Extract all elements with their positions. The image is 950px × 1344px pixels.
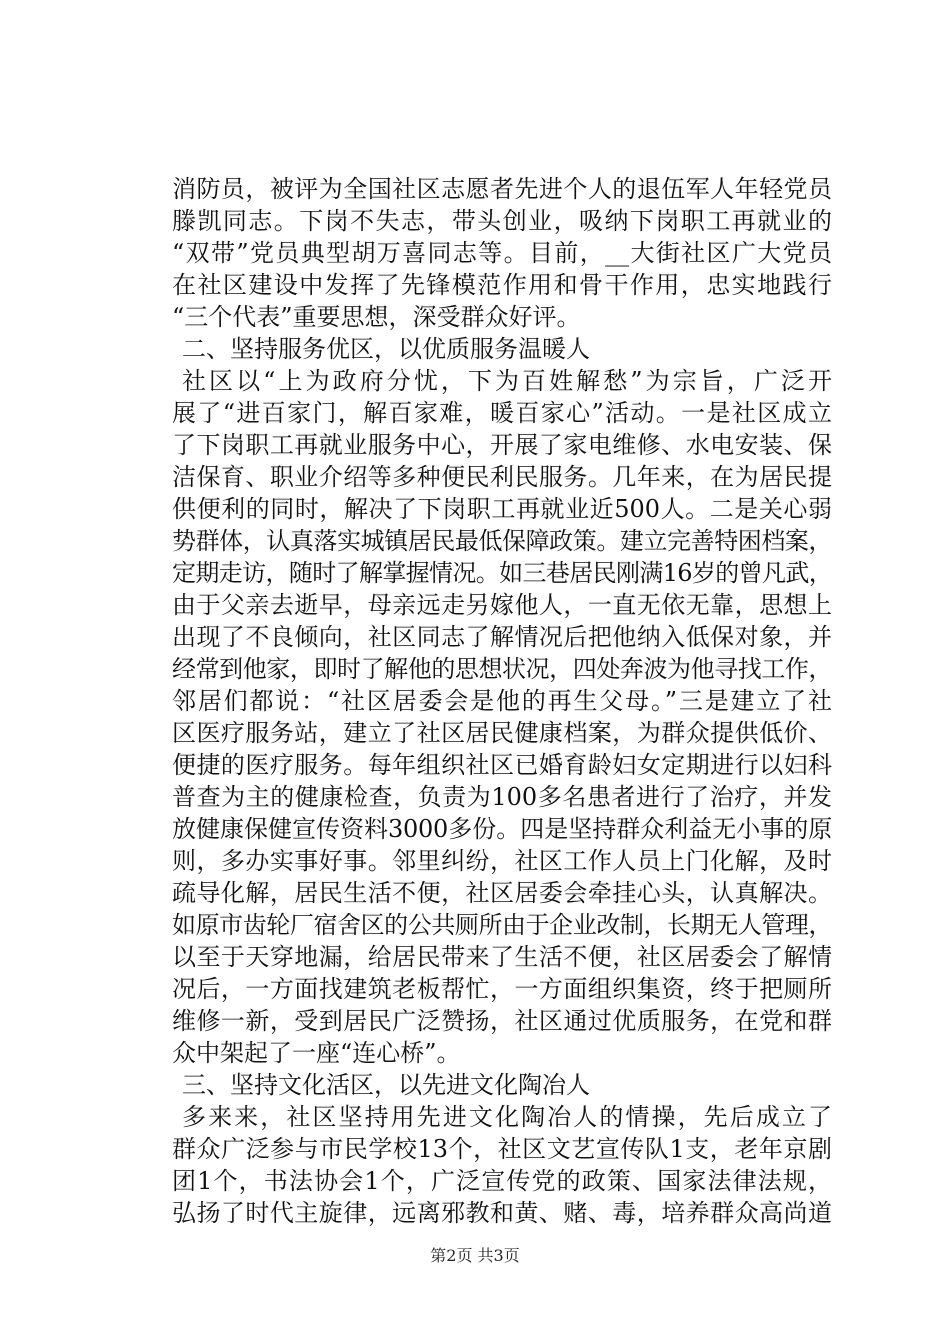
- page-footer: 第2页 共3页: [430, 1246, 520, 1265]
- text-line: 定期走访，随时了解掌握情况。如三巷居民刚满16岁的曾凡武，: [172, 559, 832, 587]
- section-heading: 三、坚持文化活区，以先进文化陶冶人: [182, 1071, 590, 1099]
- text-line: 众中架起了一座“连心桥”。: [172, 1039, 461, 1067]
- text-line: 经常到他家，即时了解他的思想状况，四处奔波为他寻找工作，: [172, 655, 832, 683]
- text-line: “双带”党员典型胡万喜同志等。目前，__大街社区广大党员: [172, 239, 832, 267]
- text-line: 团1个，书法协会1个，广泛宣传党的政策、国家法律法规，: [172, 1167, 832, 1195]
- text-line: 展了“进百家门，解百家难，暖百家心”活动。一是社区成立: [172, 399, 832, 427]
- text-line: 区医疗服务站，建立了社区居民健康档案，为群众提供低价、: [172, 719, 832, 747]
- text-line: 社区以“上为政府分忧，下为百姓解愁”为宗旨，广泛开: [182, 367, 832, 395]
- text-line: 洁保育、职业介绍等多种便民利民服务。几年来，在为居民提: [172, 463, 832, 491]
- text-line: 弘扬了时代主旋律，远离邪教和黄、赌、毒，培养群众高尚道: [172, 1199, 832, 1227]
- text-line: 供便利的同时，解决了下岗职工再就业近500人。二是关心弱: [172, 495, 832, 523]
- text-line: 多来来，社区坚持用先进文化陶冶人的情操，先后成立了: [182, 1103, 832, 1131]
- text-line: 在社区建设中发挥了先锋模范作用和骨干作用，忠实地践行: [172, 271, 832, 299]
- text-line: 势群体，认真落实城镇居民最低保障政策。建立完善特困档案，: [172, 527, 832, 555]
- text-line: 况后，一方面找建筑老板帮忙，一方面组织集资，终于把厕所: [172, 975, 832, 1003]
- text-line: 了下岗职工再就业服务中心，开展了家电维修、水电安装、保: [172, 431, 832, 459]
- text-line: 由于父亲去逝早，母亲远走另嫁他人，一直无依无靠，思想上: [172, 591, 832, 619]
- text-line: “三个代表”重要思想，深受群众好评。: [172, 303, 581, 331]
- text-line: 则，多办实事好事。邻里纠纷，社区工作人员上门化解，及时: [172, 847, 832, 875]
- text-line: 滕凯同志。下岗不失志，带头创业，吸纳下岗职工再就业的: [172, 207, 832, 235]
- text-line: 出现了不良倾向，社区同志了解情况后把他纳入低保对象，并: [172, 623, 832, 651]
- text-line: 疏导化解，居民生活不便，社区居委会牵挂心头，认真解决。: [172, 879, 832, 907]
- text-line: 邻居们都说：“社区居委会是他的再生父母。”三是建立了社: [172, 687, 832, 715]
- text-line: 维修一新，受到居民广泛赞扬，社区通过优质服务，在党和群: [172, 1007, 832, 1035]
- section-heading: 二、坚持服务优区，以优质服务温暖人: [182, 335, 590, 363]
- text-line: 普查为主的健康检查，负责为100多名患者进行了治疗，并发: [172, 783, 832, 811]
- text-line: 便捷的医疗服务。每年组织社区已婚育龄妇女定期进行以妇科: [172, 751, 832, 779]
- text-line: 群众广泛参与市民学校13个，社区文艺宣传队1支，老年京剧: [172, 1135, 832, 1163]
- text-line: 以至于天穿地漏，给居民带来了生活不便，社区居委会了解情: [172, 943, 832, 971]
- text-line: 如原市齿轮厂宿舍区的公共厕所由于企业改制，长期无人管理，: [172, 911, 832, 939]
- document-body: [172, 173, 832, 1229]
- text-line: 消防员，被评为全国社区志愿者先进个人的退伍军人年轻党员: [172, 175, 832, 203]
- text-line: 放健康保健宣传资料3000多份。四是坚持群众利益无小事的原: [172, 815, 832, 843]
